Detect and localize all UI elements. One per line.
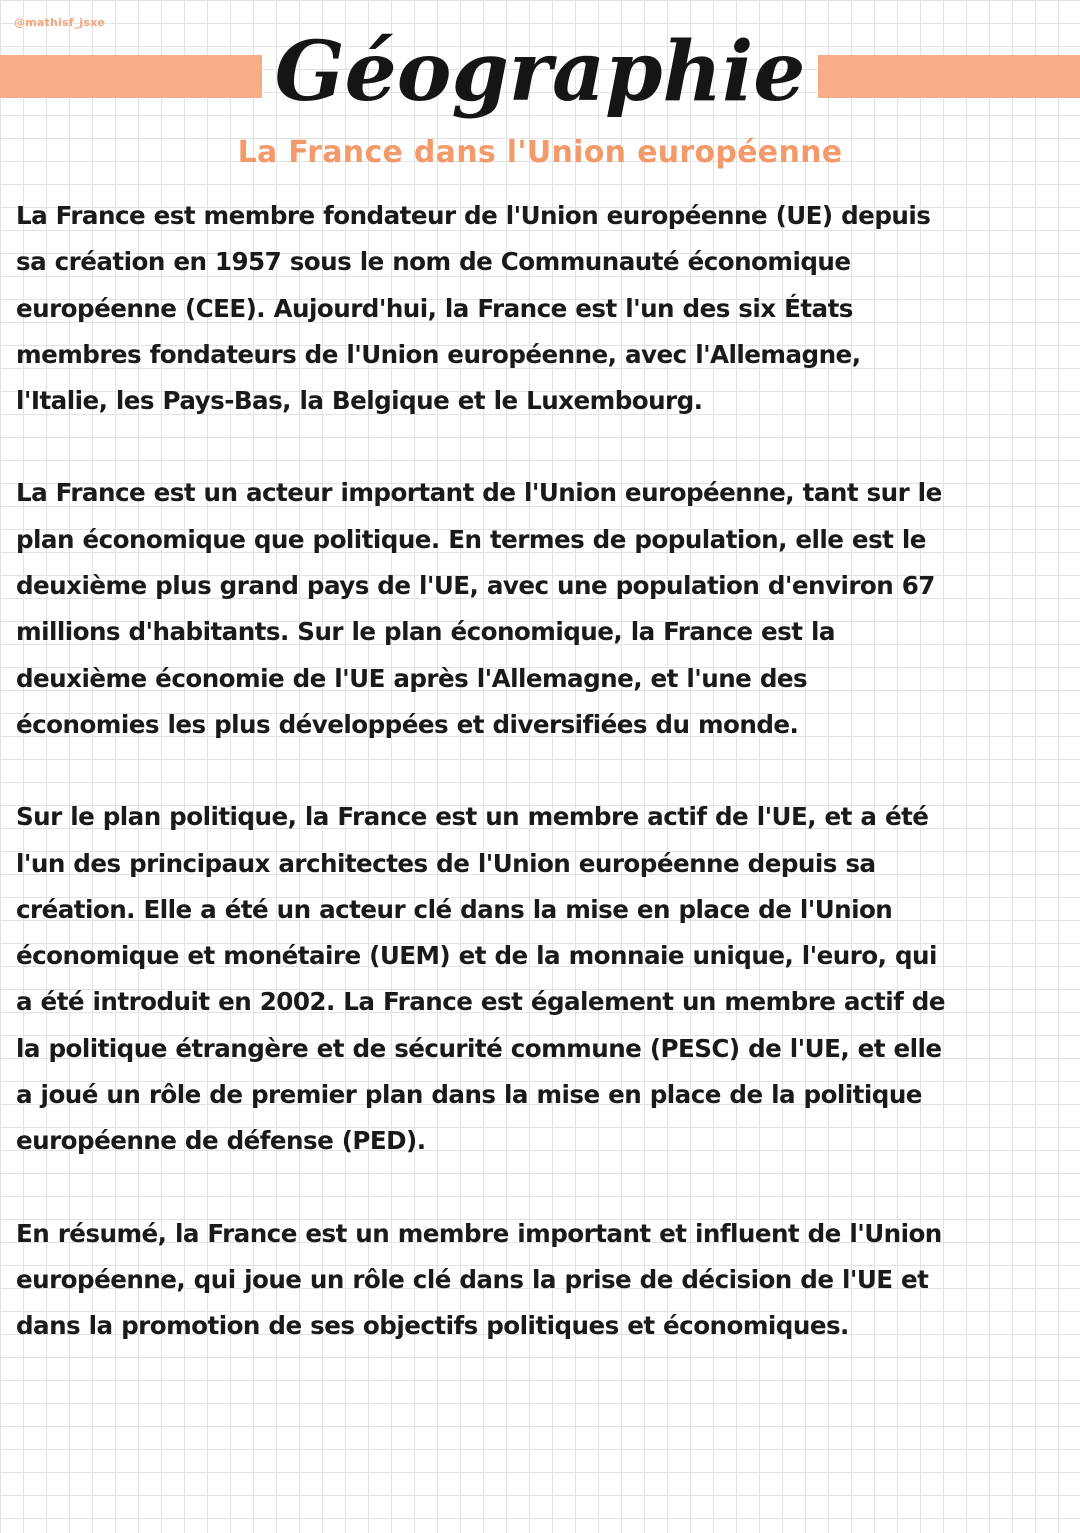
text-line: a été introduit en 2002. La France est également un membre actif de <box>16 987 945 1017</box>
author-watermark: @mathisf_jsxe <box>14 16 106 29</box>
paragraph-summary <box>16 1211 1066 1350</box>
paragraph-founding-member <box>16 193 1066 424</box>
text-line: dans la promotion de ses objectifs politiques et économiques. <box>16 1311 849 1341</box>
text-line: Sur le plan politique, la France est un membre actif de l'UE, et a été <box>16 802 929 832</box>
text-line: a joué un rôle de premier plan dans la mise en place de la politique <box>16 1080 922 1110</box>
text-line: européenne (CEE). Aujourd'hui, la France est l'un des six États <box>16 293 853 323</box>
text-line: deuxième plus grand pays de l'UE, avec une population d'environ 67 <box>16 571 935 601</box>
text-line: économique et monétaire (UEM) et de la monnaie unique, l'euro, qui <box>16 941 937 971</box>
page-title: Géographie <box>274 24 806 120</box>
paragraph-economic-role <box>16 470 1066 748</box>
text-line: économies les plus développées et diversifiées du monde. <box>16 709 799 739</box>
text-line: européenne, qui joue un rôle clé dans la prise de décision de l'UE et <box>16 1264 929 1294</box>
text-line: l'Italie, les Pays-Bas, la Belgique et le Luxembourg. <box>16 386 703 416</box>
text-line: plan économique que politique. En termes de population, elle est le <box>16 524 926 554</box>
text-line: La France est un acteur important de l'Union européenne, tant sur le <box>16 478 942 508</box>
text-line: En résumé, la France est un membre important et influent de l'Union <box>16 1218 942 1248</box>
page-subtitle: La France dans l'Union européenne <box>237 135 843 170</box>
text-line: membres fondateurs de l'Union européenne, avec l'Allemagne, <box>16 339 861 369</box>
text-line: l'un des principaux architectes de l'Union européenne depuis sa <box>16 848 876 878</box>
document-body <box>16 193 1066 1396</box>
text-line: millions d'habitants. Sur le plan économique, la France est la <box>16 617 835 647</box>
paragraph-political-role <box>16 794 1066 1164</box>
text-line: La France est membre fondateur de l'Union européenne (UE) depuis <box>16 201 931 230</box>
text-line: deuxième économie de l'UE après l'Allemagne, et l'une des <box>16 663 808 693</box>
text-line: la politique étrangère et de sécurité commune (PESC) de l'UE, et elle <box>16 1033 942 1063</box>
text-line: européenne de défense (PED). <box>16 1126 426 1156</box>
text-line: création. Elle a été un acteur clé dans la mise en place de l'Union <box>16 894 893 924</box>
text-line: sa création en 1957 sous le nom de Communauté économique <box>16 247 851 277</box>
